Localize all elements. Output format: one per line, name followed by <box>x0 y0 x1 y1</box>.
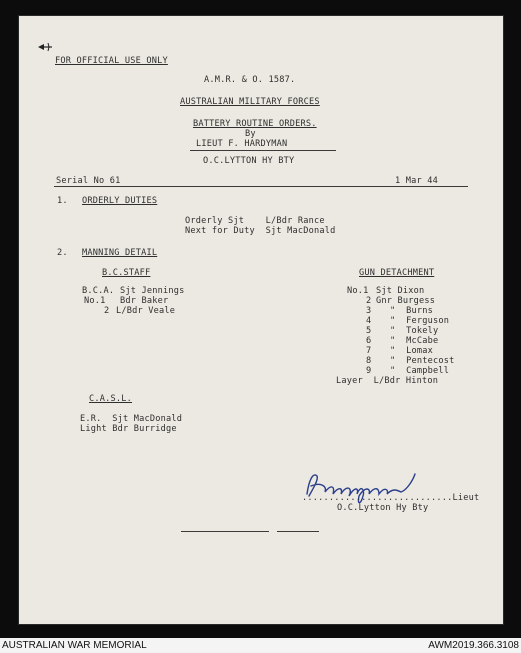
casl-heading: C.A.S.L. <box>89 394 132 404</box>
gun-number: 3 <box>366 306 372 316</box>
gun-name: Sjt Dixon <box>376 286 425 296</box>
casl-line: E.R. Sjt MacDonald <box>80 414 183 424</box>
footer-rule-left <box>181 531 269 532</box>
force-heading: AUSTRALIAN MILITARY FORCES <box>180 97 320 107</box>
gun-name: Gnr Burgess <box>376 296 436 306</box>
section-1-heading: ORDERLY DUTIES <box>82 196 158 206</box>
bc-staff-name: L/Bdr Veale <box>116 306 176 316</box>
bc-staff-heading: B.C.STAFF <box>102 268 151 278</box>
gun-number: 8 <box>366 356 372 366</box>
section-2-heading: MANNING DETAIL <box>82 248 158 258</box>
gun-number: 2 <box>366 296 372 306</box>
signature-unit: O.C.Lytton Hy Bty <box>337 503 429 513</box>
by-label: By <box>245 129 256 139</box>
casl-line: Light Bdr Burridge <box>80 424 177 434</box>
bc-staff-name: Bdr Baker <box>120 296 169 306</box>
gun-name: " Ferguson <box>390 316 450 326</box>
document-sheet <box>19 16 503 624</box>
header-rule <box>54 186 468 187</box>
signature-line: ............................Lieut <box>302 493 480 503</box>
document-title: BATTERY ROUTINE ORDERS. <box>193 119 317 129</box>
footer-rule-right <box>277 531 319 532</box>
gun-detachment-heading: GUN DETACHMENT <box>359 268 435 278</box>
caption-bar <box>0 638 521 653</box>
gun-number: 6 <box>366 336 372 346</box>
gun-number: No.1 <box>347 286 369 296</box>
author-underline <box>190 150 336 151</box>
order-reference: A.M.R. & O. 1587. <box>204 75 296 85</box>
tag-mark-icon <box>37 42 53 52</box>
gun-name: " Campbell <box>390 366 450 376</box>
bc-staff-role: 2 <box>104 306 110 316</box>
gun-number: 4 <box>366 316 372 326</box>
layer-line: Layer L/Bdr Hinton <box>336 376 439 386</box>
gun-name: " Tokely <box>390 326 439 336</box>
gun-name: " McCabe <box>390 336 439 346</box>
gun-number: 9 <box>366 366 372 376</box>
gun-number: 5 <box>366 326 372 336</box>
bc-staff-role: No.1 <box>84 296 106 306</box>
section-1-number: 1. <box>57 196 68 206</box>
institution-caption: AUSTRALIAN WAR MEMORIAL <box>2 640 147 651</box>
author-name: LIEUT F. HARDYMAN <box>196 139 288 149</box>
next-duty-line: Next for Duty Sjt MacDonald <box>185 226 336 236</box>
order-date: 1 Mar 44 <box>395 176 438 186</box>
accession-number: AWM2019.366.3108 <box>428 640 519 651</box>
bc-staff-name: Sjt Jennings <box>120 286 185 296</box>
section-2-number: 2. <box>57 248 68 258</box>
bc-staff-role: B.C.A. <box>82 286 115 296</box>
gun-name: " Lomax <box>390 346 433 356</box>
classification-label: FOR OFFICIAL USE ONLY <box>55 56 168 66</box>
orderly-duty-line: Orderly Sjt L/Bdr Rance <box>185 216 325 226</box>
unit-name: O.C.LYTTON HY BTY <box>203 156 295 166</box>
gun-number: 7 <box>366 346 372 356</box>
gun-name: " Pentecost <box>390 356 455 366</box>
serial-number: Serial No 61 <box>56 176 121 186</box>
gun-name: " Burns <box>390 306 433 316</box>
